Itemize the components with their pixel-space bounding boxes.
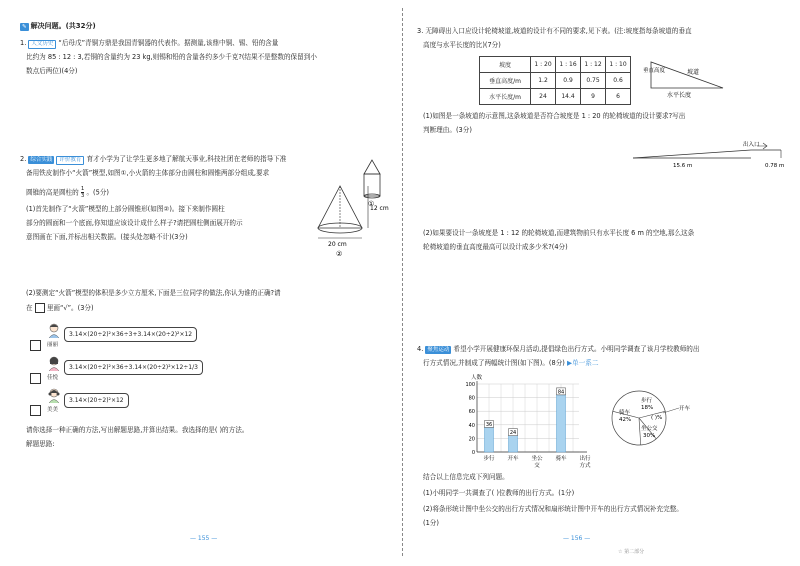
q1-line1 [20,39,278,49]
slope-diagram [643,58,733,100]
student-1-avatar-icon [46,322,62,338]
table-row [480,89,631,105]
q4-after3: (2)将条形统计图中坐公交的出行方式情况和扇形统计图中开车的出行方式情况补充完整。 [423,505,683,513]
figure-label-2: ② [336,250,343,258]
table-header-cell: 坡度 [480,57,531,73]
table-cell: 0.75 [581,73,606,89]
q2-p1-line3: 意图画在下面,并标出相关数据。(接头处忽略不计)(3分) [26,233,188,241]
table-cell: 24 [531,89,556,105]
bar-chart-category-label: 交 [534,463,540,469]
q2-p1-line1: (1)首先制作了“火箭”模型的上部分圆锥形(如图②)。接下来制作圆柱 [26,205,225,213]
student-2-name: 佳悦 [47,375,59,381]
q1-line3: 数点后两位)(4分) [26,67,78,75]
q2-p2-line3: 请你选择一种正确的方法,写出解题思路,并算出结果。我选择的是( )的方法。 [26,426,249,434]
table-header-cell: 1 : 10 [606,57,631,73]
inline-checkbox-sample [35,303,45,313]
bar-chart-category-label: 步行 [483,456,495,462]
bar-chart-ytick-label: 100 [465,382,475,388]
student-1-formula: 3.14×(20÷2)²×36÷3+3.14×(20÷2)²×12 [64,327,197,342]
q2-p2-text-a: 在 [26,304,33,312]
q4-after4: (1分) [423,519,439,527]
table-header-cell: 1 : 16 [556,57,581,73]
pie-chart-value: 18% [641,405,654,411]
left-page-number: — 155 — [190,535,218,542]
bar-chart-category-label: 开车 [507,456,519,462]
pie-chart-value: ( )% [651,415,663,421]
q4-after1: 结合以上信息完成下列问题。 [423,473,509,481]
q3-number: 3. [417,27,424,35]
q1-number: 1. [20,39,27,47]
table-header-cell: 1 : 20 [531,57,556,73]
table-cell: 6 [606,89,631,105]
table-cell: 1.2 [531,73,556,89]
footer-mark: ☆ 第二部分 [618,549,645,555]
pie-chart-label: 步行 [641,398,653,404]
q3-line2: 高度与水平长度的比)(7分) [423,41,501,49]
q4-text: 希望小学开展健康环保月活动,提倡绿色出行方式。小明同学调查了该月学校教师的出 [453,345,700,353]
diagram-horizontal-label: 水平长度 [667,92,692,99]
fraction-denominator: 3 [80,193,85,199]
q2-line1 [20,155,286,165]
right-page [403,0,800,566]
q1-tag: 人文历史 [28,40,56,49]
q2-line2: 备用铁皮制作小“火箭”模型,如图①,小火箭的主体部分由圆柱和圆锥两部分组成,要求 [26,169,270,177]
student-3-formula: 3.14×(20÷2)²×12 [64,393,129,408]
bar-chart-category-label: 方式 [579,463,591,469]
q2-number: 2. [20,155,27,163]
q2-line3 [26,186,109,199]
pie-chart-leader-line [663,408,679,413]
bar-chart-bar [557,395,566,452]
q2-tag2: 评价教育 [56,156,84,165]
q4-line2-text: 行方式情况,并制成了两幅统计图(如下图)。(8分) [423,359,565,367]
q2-line3-score: 。(5分) [86,188,109,197]
section-header [20,22,96,31]
q2-p2-line1: (2)要测定“火箭”模型的体积是多少立方厘米,下面是三位同学的做法,你认为谁的正确?请 [26,289,281,297]
figure-rocket [364,160,380,198]
checkbox-student-1[interactable] [30,340,41,351]
slope-table-header [480,57,631,73]
q1-text: “后母戊”青铜方鼎是我国青铜器的代表作。据测量,该鼎中铜、锡、铅的含量 [58,39,279,47]
bar-chart-data-label: 84 [557,389,565,396]
figure-diameter-label: 20 cm [328,241,347,248]
bar-chart-ytick-label: 80 [468,395,475,402]
ramp-height-label: 0.78 m [765,163,785,169]
table-cell: 14.4 [556,89,581,105]
bar-chart [455,372,625,470]
checkbox-student-2[interactable] [30,373,41,384]
bar-chart-ytick-label: 20 [468,436,475,443]
figure-height-label: 12 cm [370,205,389,212]
table-cell: 0.9 [556,73,581,89]
section-title: 解决问题。(共32分) [30,22,96,30]
diagram-vertical-label: 垂直高度 [643,68,666,74]
q2-p2-text-b: 里画“√”。(3分) [46,304,94,312]
bar-chart-ytick-label: 40 [468,422,475,429]
bar-chart-bar [509,436,518,452]
figure-label-1: ① [368,200,375,208]
q3-p1-line2: 判断理由。(3分) [423,126,472,134]
q2-p2-line2 [26,303,94,313]
bar-chart-ytick-label: 60 [468,409,475,416]
student-2-formula: 3.14×(20÷2)²×36÷3.14×(20÷2)²×12÷1/3 [64,360,203,375]
q3-line1 [417,27,692,36]
ramp-entrance-label: 出入口 [743,142,760,148]
slope-table [479,56,631,105]
student-3-avatar-icon [46,387,62,403]
table-row-label: 水平长度/m [480,89,531,105]
fraction-numerator: 1 [80,186,85,192]
section-icon: ✎ [22,24,27,30]
q2-p2-line4: 解题思路: [26,440,55,448]
table-cell: 0.6 [606,73,631,89]
q3-text: 无障碍出入口应设计轮椅坡道,坡道的设计有不同的要求,见下表。(注:坡度指每条坡道的垂直 [425,27,692,35]
student-2-avatar-icon [46,355,62,371]
ramp-diagram [631,140,796,172]
pie-chart-label: 骑车 [619,410,631,416]
pie-chart-value: 42% [619,417,632,423]
bar-chart-category-label: 坐公 [531,456,543,462]
diagram-slope-label: 坡道 [687,69,700,76]
ramp-length-label: 15.6 m [673,163,693,169]
q2-p1-line2: 部分的圆面和一个底面,你知道应该设计成什么样子?请把圆柱侧面展开的示 [26,219,243,227]
right-page-number: — 156 — [563,535,591,542]
review-mark: ▶单一系二 [566,359,599,367]
fraction-one-third [81,186,85,199]
bar-chart-category-label: 骑车 [555,456,567,462]
table-cell: 9 [581,89,606,105]
checkbox-student-3[interactable] [30,405,41,416]
q4-number: 4. [417,345,424,353]
q2-line3-text: 圆锥的高是圆柱的 [26,188,79,197]
student-1-name: 丽丽 [47,342,59,348]
bar-chart-data-label: 36 [485,422,493,429]
pie-chart [609,384,724,454]
bar-chart-bar [485,428,494,452]
pie-chart-value: 30% [643,433,656,439]
bar-chart-ytick-label: 0 [471,450,475,456]
bar-chart-data-label: 24 [509,430,517,437]
figure-cone [318,186,368,238]
table-row [480,73,631,89]
bar-chart-category-label: 出行 [579,456,591,462]
q4-line1 [417,345,700,354]
table-header-cell: 1 : 12 [581,57,606,73]
q2-text: 育才小学为了让学生更多地了解航天事业,科技社团在老师的指导下准 [86,155,287,163]
q4-line2 [423,359,598,368]
rocket-figures [300,156,400,260]
q2-tag: 综合实践 [30,157,53,163]
q3-p2-line1: (2)如果要设计一条坡度是 1 : 12 的轮椅坡道,而建筑物前只有水平长度 6 m 的空地,那么这条 [423,229,695,237]
bar-chart-ylabel: 人数 [471,375,483,381]
q1-line2: 比约为 85 : 12 : 3,若铜的含量约为 23 kg,则锡和铅的含量各约多少千克?(结果不是整数的保留到小 [26,53,317,61]
table-row-label: 垂直高度/m [480,73,531,89]
q3-p1-line1: (1)如图是一条坡道的示意图,这条坡道是否符合坡度是 1 : 20 的轮椅坡道的设计要求?写出 [423,112,686,120]
student-3-name: 美美 [47,407,59,413]
pie-chart-label: 坐公交 [641,426,658,432]
q4-after2: (1)小明同学一共调查了( )位教师的出行方式。(1分) [423,489,575,497]
q3-p2-line2: 轮椅坡道的垂直高度最高可以设计成多少米?(4分) [423,243,568,251]
pie-chart-label: 开车 [679,406,691,412]
q4-tag: 聚焦运动 [427,347,450,353]
